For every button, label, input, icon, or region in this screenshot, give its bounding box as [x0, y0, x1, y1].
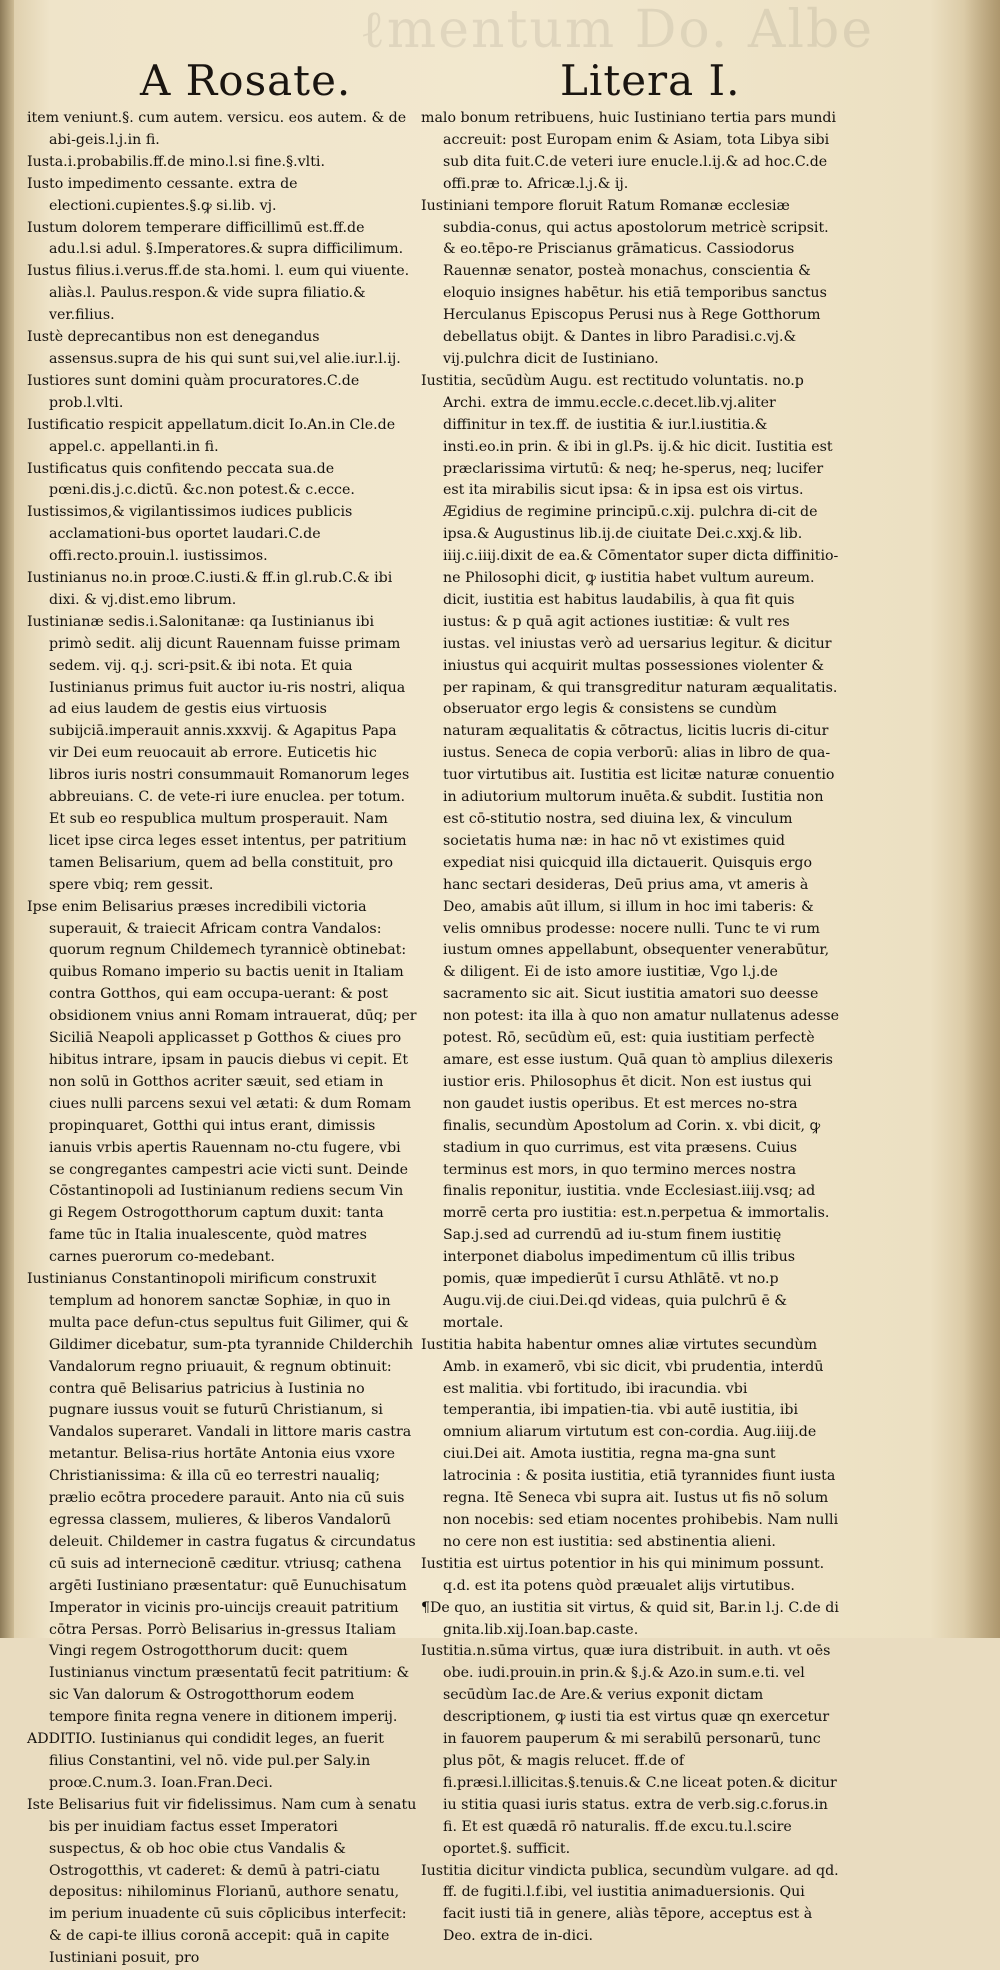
dictionary-entry: Iustus filius.i.verus.ff.de sta.homi. l. eum qui viuente. aliàs.l. Paulus.respon.& vide supra filiatio.& ver.filius. [27, 263, 410, 324]
dictionary-entry: Iste Belisarius fuit vir fidelissimus. Nam cum à senatu bis per inuidiam factus esset Imperatori suspectus, & ob hoc obie ctus Vandalis & Ostrogotthis, vt caderet: & demū à patri-ciatu depositus: nihilominus Florianū, authore senatu, im perium inuadente cū suis cōplicibus interfecit: & de capi-te illius coronā accepit: quā in capite Iustiniani posuit, pro [27, 1796, 417, 1967]
dictionary-entry: Iustè deprecantibus non est denegandus assensus.supra de his qui sunt sui,vel alie.iur.l.ij. [27, 329, 401, 367]
dictionary-entry: Iustitia, secūdùm Augu. est rectitudo voluntatis. no.p Archi. extra de immu.eccle.c.decet.lib.vj.aliter diffinitur in tex.ff. de iustitia & iur.l.iustitia.& insti.eo.in prin. & ibi in gl.Ps. ij.& hic dicit. Iustitia est præclarissima virtutū: & neq; he-sperus, neq; lucifer est ita mirabilis sicut ipsa: & in ipsa est ois virtus. Ægidius de regimine principū.c.xij. pulchra di-cit de ipsa.& Augustinus lib.ij.de ciuitate Dei.c.xxj.& lib. iiij.c.iiij.dixit de ea.& Cōmentator super dicta diffinitio-ne Philosophi dicit, ꝙ iustitia habet vultum aureum. dicit, iustitia est habitus laudabilis, à qua fit quis iustus: & p quā agit actiones iustitiæ: & vult res iustas. vel iniustas verò ad uersarius legitur. & dicitur iniustus qui acquirit multas possessiones violenter & per rapinam, & qui transgreditur naturam æqualitatis. obseruator ergo legis & consistens se cundùm naturam æqualitatis & cōtractus, licitis lucris di-citur iustus. Seneca de copia verborū: alias in libro de qua-tuor virtutibus ait. Iustitia est licitæ naturæ conuentio in adiutorium multorum inuēta.& subdit. Iustitia non est cō-stitutio nostra, sed diuina lex, & vinculum societatis huma næ: in hac nō vt existimes quid expediat nisi quicquid illa dictauerit. Quisquis ergo hanc sectari desideras, Deū prius ama, vt ameris à Deo, amabis aūt illum, si illum in hoc imi taberis: & velis omnibus prodesse: nocere nulli. Tunc te vi rum iustum omnes appellabunt, obsequenter venerabūtur, & diligent. Ei de isto amore iustitiæ, Vgo l.j.de sacramento sic ait. Sicut iustitia amatori suo deesse non potest: ita illa à quo non amatur nullatenus adesse potest. Rō, secūdùm eū, est: quia iustitiam perfectè amare, est esse iustum. Quā quan tò amplius dilexeris iustior eris. Philosophus ēt dicit. Non est iustus qui non gaudet iustis operibus. Et est merces no-stra finalis, secundùm Apostolum ad Corin. x. vbi dicit, ꝙ stadium in quo currimus, est vita præsens. Cuius terminus est mors, in quo termino merces nostra finalis reponitur, iustitia. vnde Ecclesiast.iiij.vsq; ad morrē certa pro iustitia: est.n.perpetua & immortalis. Sap.j.sed ad currendū ad iu-stum finem iustitię interponet diabolus impedimentum cū illis tribus pomis, quæ impedierūt ī cursu Athlātē. vt no.p Augu.vij.de ciui.Dei.qd videas, quia pulchrū ē & mortale. [421, 372, 840, 1331]
dictionary-entry: Iustinianus no.in proœ.C.iusti.& ff.in gl.rub.C.& ibi dixi. & vj.dist.emo librum. [27, 570, 393, 608]
dictionary-entry: Iustiniani tempore floruit Ratum Romanæ ecclesiæ subdia-conus, qui actus apostolorum metricè scripsit. & eo.tēpo-re Priscianus grāmaticus. Cassiodorus Rauennæ senator, posteà monachus, conscientia & eloquio insignes habētur. his etiā temporibus sanctus Herculanus Episcopus Perusi nus à Rege Gotthorum debellatus obijt. & Dantes in libro Paradisi.c.vj.& vij.pulchra dicit de Iustiniano. [421, 197, 829, 367]
dictionary-entry: Iustum dolorem temperare difficillimū est.ff.de adu.l.si adul. §.Imperatores.& supra difficilimum. [27, 219, 404, 258]
dictionary-entry: Iustitia est uirtus potentior in his qui minimum possunt. q.d. est ita potens quòd præualet alijs virtutibus. [421, 1555, 825, 1594]
dictionary-entry: Iustiores sunt domini quàm procuratores.C.de prob.l.vlti. [27, 372, 360, 411]
dictionary-entry: Iustitia dicitur vindicta publica, secundùm vulgare. ad qd. ff. de fugiti.l.f.ibi, vel iustitia animaduersionis. Qui facit iusti tiā in genere, aliàs tēpore, acceptus est à Deo. extra de in-dici. [421, 1862, 839, 1945]
dictionary-entry: Iustitia habita habentur omnes aliæ virtutes secundùm Amb. in examerō, vbi sic dicit, vbi prudentia, interdū est malitia. vbi fortitudo, ibi iracundia. vbi temperantia, ibi impatien-tia. vbi autē iustitia, ibi omnium aliarum virtutum est con-cordia. Aug.iiij.de ciui.Dei ait. Amota iustitia, regna ma-gna sunt latrocinia : & posita iustitia, etiā tyrannides fiunt iusta regna. Itē Seneca vbi supra ait. Iustus ut fis nō solum non nocebis: sed etiam nocentes prohibebis. Nam nulli no cere non est iustitia: sed abstinentia alieni. [421, 1336, 839, 1550]
dictionary-entry: ADDITIO. Iustinianus qui condidit leges, an fuerit filius Constantini, vel nō. vide pul.per Saly.in proœ.C.num.3. Ioan.Fran.Deci. [27, 1731, 384, 1791]
dictionary-entry: Iusto impedimento cessante. extra de electioni.cupientes.§.ꝙ si.lib. vj. [27, 175, 298, 214]
bleed-through-text: ℓmentum Do. Albe [360, 0, 875, 60]
dictionary-entry: Iustificatus quis confitendo peccata sua.de pœni.dis.j.c.dictū. &c.non potest.& c.ecce. [27, 460, 355, 499]
dictionary-entry: Iusta.i.probabilis.ff.de mino.l.si fine.§.vlti. [27, 153, 325, 170]
binding-gutter [0, 0, 14, 1638]
dictionary-entry: Iustitia.n.sūma virtus, quæ iura distribuit. in auth. vt oēs obe. iudi.prouin.in prin.& §.j.& Azo.in sum.e.ti. vel secūdùm Iac.de Are.& verius exponit dictam descriptionem, ꝙ iusti tia est virtus quæ qn exercetur in fauorem pauperum & mi serabilū personarū, tunc plus pōt, & magis relucet. ff.de of fi.præsi.l.illicitas.§.tenuis.& C.ne liceat poten.& dicitur iu stitia quasi iuris status. extra de verb.sig.c.forus.in fi. Et est quædā rō naturalis. ff.de excu.tu.l.scire oportet.§. sufficit. [421, 1643, 837, 1857]
dictionary-entry: Iustissimos,& vigilantissimos iudices publicis acclamationi-bus oportet laudari.C.de offi.recto.prouin.l. iustissimos. [27, 504, 353, 565]
dictionary-entry: Iustinianus Constantinopoli mirificum construxit templum ad honorem sanctæ Sophiæ, in quo in multa pace defun-ctus sepultus fuit Gilimer, qui & Gildimer dicebatur, sum-pta tyrannide Childerchih Vandalorum regno priuauit, & regnum obtinuit: contra quē Belisarius patricius à Iustinia no pugnare iussus vouit se futurū Christianum, si Vandalos superaret. Vandali in littore maris castra metantur. Belisa-rius hortāte Antonia eius vxore Christianissima: & illa cū eo terrestri naualiq; prælio ecōtra procedere parauit. Anto nia cū suis egressa classem, mulieres, & liberos Vandalorū deleuit. Childemer in castra fugatus & circundatus cū suis ad internecionē cæditur. vtriusq; cathena argēti Iustiniano præsentatur: quē Eunuchisatum Imperator in vicinis pro-uincijs creauit patritium cōtra Persas. Porrò Belisarius in-gressus Italiam Vingi regem Ostrogotthorum ducit: quem Iustinianus vinctum præsentatū fecit patritium: & sic Van dalorum & Ostrogotthorum eodem tempore finita regna venere in ditionem imperij. [27, 1271, 416, 1726]
right-column [421, 108, 841, 1948]
running-head-left: A Rosate. [140, 56, 352, 105]
dictionary-entry: Ipse enim Belisarius præses incredibili victoria superauit, & traiecit Africam contra Vandalos: quorum regnum Childemech tyrannicè obtinebat: quibus Romano imperio su bactis uenit in Italiam contra Gotthos, qui eam occupa-uerant: & post obsidionem vnius anni Romam intrauerat, dūq; per Siciliā Neapoli applicasset p Gotthos & ciues pro hibitus intrare, ipsam in paucis diebus vi cepit. Et non solū in Gotthos acriter sæuit, sed etiam in ciues nulli parcens sexui vel ætati: & dum Romam propinquaret, Gotthi qui intus erant, dimissis ianuis vrbis apertis Rauennam no-ctu fugere, vbi se congregantes campestri acie victi sunt. Deinde Cōstantinopoli ad Iustinianum rediens secum Vin gi Regem Ostrogotthorum captum duxit: tanta fame tūc in Italia inualescente, quòd matres carnes puerorum co-medebant. [27, 898, 417, 1266]
running-head-right: Litera I. [560, 56, 741, 105]
dictionary-entry: item veniunt.§. cum autem. versicu. eos autem. & de abi-geis.l.j.in fi. [27, 110, 407, 148]
left-column [27, 108, 417, 1970]
page-edge-shadow [964, 0, 1000, 1638]
dictionary-entry: malo bonum retribuens, huic Iustiniano tertia pars mundi accreuit: post Europam enim & Asiam, tota Libya sibi sub dita fuit.C.de veteri iure enucle.l.ij.& ad hoc.C.de offi.præ to. Africæ.l.j.& ij. [421, 110, 837, 192]
dictionary-entry: ¶De quo, an iustitia sit virtus, & quid sit, Bar.in l.j. C.de di gnita.lib.xij.Ioan.bap.caste. [421, 1599, 839, 1638]
dictionary-entry: Iustinianæ sedis.i.Salonitanæ: qa Iustinianus ibi primò sedit. alij dicunt Rauennam fuisse primam sedem. vij. q.j. scri-psit.& ibi nota. Et quia Iustinianus primus fuit auctor iu-ris nostri, aliqua ad eius laudem de gestis eius virtuosis subijciā.imperauit annis.xxxvij. & Agapitus Papa vir Dei eum reuocauit ab errore. Euticetis hic libros iuris nostri consummauit Romanorum leges abbreuians. C. de vete-ri iure enuclea. per totum. Et sub eo respublica multum prosperauit. Nam licet ipse circa leges esset intentus, per patritium tamen Belisarium, quem ad bella constituit, pro spere vbiq; rem gessit. [27, 613, 410, 893]
dictionary-entry: Iustificatio respicit appellatum.dicit Io.An.in Cle.de appel.c. appellanti.in fi. [27, 416, 396, 455]
